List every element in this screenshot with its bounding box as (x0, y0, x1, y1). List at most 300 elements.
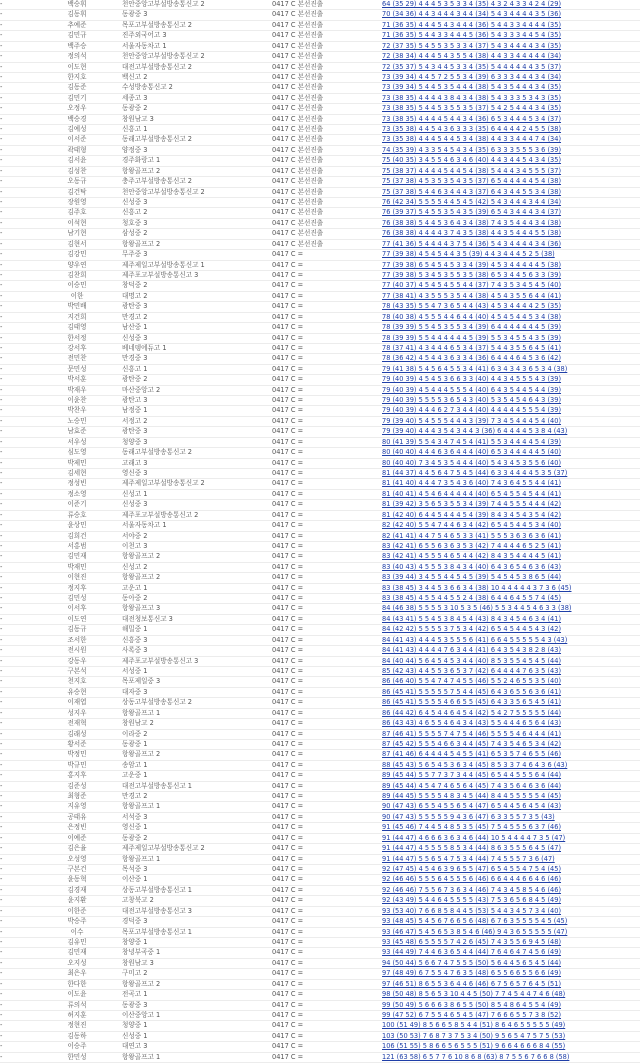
event-status: 0417 C 본선진출 (272, 229, 382, 239)
rank-cell: - (0, 552, 32, 562)
score-link[interactable]: 81 (40 41) 4 5 4 6 4 4 4 4 4 (40) 6 5 4 5 5 4 5 4 4 (41) (382, 489, 562, 498)
score-link[interactable]: 89 (44 45) 5 5 5 5 4 8 3 4 5 (44) 8 4 4 5 5 5 5 5 4 (45) (382, 792, 562, 801)
score-cell (382, 896, 640, 906)
event-status: 0417 C 본선진출 (272, 177, 382, 187)
score-cell (382, 489, 640, 499)
score-cell (382, 541, 640, 551)
table-row (0, 250, 640, 260)
table-row (0, 885, 640, 895)
score-cell (382, 865, 640, 875)
table-row (0, 552, 640, 562)
player-name: 이도현 (32, 62, 122, 72)
rank-cell: - (0, 458, 32, 468)
score-link[interactable]: 80 (40 40) 4 4 4 6 3 6 4 4 4 (40) 6 5 3 4 4 4 4 4 5 (40) (382, 448, 562, 457)
event-status: 0417 C 본선진출 (272, 239, 382, 249)
table-row (0, 541, 640, 551)
score-link[interactable]: 79 (40 39) 4 4 4 6 2 7 3 4 4 (40) 4 4 4 4 4 5 5 5 4 (39) (382, 406, 562, 415)
school-name: 신성중 3 (122, 500, 272, 510)
score-link[interactable]: 90 (47 43) 5 5 5 5 5 9 4 3 6 (47) 6 3 3 5 5 7 3 5 (43) (382, 812, 555, 821)
table-row (0, 1052, 640, 1062)
table-row (0, 333, 640, 343)
score-link[interactable]: 76 (38 38) 4 4 4 4 3 7 4 3 5 (38) 4 4 3 5 4 4 4 5 5 (38) (382, 229, 562, 238)
table-row (0, 0, 640, 10)
player-name: 구본건 (32, 865, 122, 875)
score-link[interactable]: 70 (34 36) 4 4 3 4 4 4 3 4 4 (34) 5 4 3 4 4 4 4 3 5 (36) (382, 10, 562, 19)
table-row (0, 72, 640, 82)
score-cell (382, 187, 640, 197)
player-name: 박찬우 (32, 406, 122, 416)
rank-cell: - (0, 323, 32, 333)
event-status: 0417 C = (272, 896, 382, 906)
player-name: 김동규 (32, 625, 122, 635)
score-link[interactable]: 72 (35 37) 5 4 3 4 4 5 3 3 4 (35) 5 4 4 4 4 4 4 3 5 (37) (382, 62, 562, 71)
table-row (0, 896, 640, 906)
event-status: 0417 C = (272, 969, 382, 979)
score-link[interactable]: 80 (40 40) 7 3 4 5 3 5 4 4 4 (40) 5 4 3 4 5 3 5 5 6 (40) (382, 458, 562, 467)
player-name: 전재혁 (32, 719, 122, 729)
score-link[interactable]: 73 (38 35) 4 4 4 4 5 4 4 3 4 (36) 6 5 3 4 4 4 5 3 4 (37) (382, 114, 562, 123)
score-cell (382, 104, 640, 114)
player-name: 김동휘 (32, 10, 122, 20)
rank-cell: - (0, 885, 32, 895)
score-link[interactable]: 97 (48 49) 6 7 5 5 4 7 6 3 5 (48) 6 5 5 6 6 5 5 6 6 (49) (382, 969, 562, 978)
table-row (0, 291, 640, 301)
player-name: 지유영 (32, 802, 122, 812)
score-cell (382, 885, 640, 895)
score-cell (382, 406, 640, 416)
player-name: 윤동혁 (32, 875, 122, 885)
rank-cell: - (0, 281, 32, 291)
score-link[interactable]: 78 (43 35) 5 5 4 7 3 6 5 4 4 (43) 4 5 3 4 4 4 4 2 5 (35) (382, 302, 562, 311)
score-link[interactable]: 76 (42 34) 5 5 5 5 4 4 5 4 5 (42) 5 4 3 4 4 4 3 4 4 (34) (382, 198, 562, 207)
player-name: 류승호 (32, 510, 122, 520)
rank-cell: - (0, 823, 32, 833)
player-name: 정소영 (32, 489, 122, 499)
score-link[interactable]: 78 (36 42) 4 5 4 4 3 6 3 3 4 (36) 6 4 4 4 6 4 5 3 6 (42) (382, 354, 562, 363)
score-link[interactable]: 92 (46 46) 7 5 5 6 7 3 6 3 4 (46) 7 4 3 4 5 8 5 4 6 (46) (382, 885, 562, 894)
school-name: 진주외국어고 3 (122, 31, 272, 41)
score-cell (382, 396, 640, 406)
table-row (0, 729, 640, 739)
table-row (0, 145, 640, 155)
score-link[interactable]: 73 (38 35) 5 4 4 5 3 5 5 3 5 (37) 5 4 2 5 4 4 4 3 4 (35) (382, 104, 562, 113)
event-status: 0417 C = (272, 1000, 382, 1010)
score-link[interactable]: 77 (39 38) 4 5 4 5 4 4 3 5 (39) 4 4 3 4 4 4 5 2 5 (38) (382, 250, 555, 259)
score-link[interactable]: 89 (45 44) 4 5 4 7 4 6 5 6 4 (45) 7 4 3 5 6 4 6 3 6 (44) (382, 781, 562, 790)
player-name: 김희건 (32, 531, 122, 541)
score-link[interactable]: 79 (39 40) 4 4 4 3 5 4 3 4 4 3 (36) 6 4 4 4 4 5 3 8 4 (43) (382, 427, 568, 436)
score-link[interactable]: 79 (39 40) 5 4 5 5 5 4 4 4 3 (39) 7 3 4 5 4 4 4 5 4 (40) (382, 416, 562, 425)
rank-cell: - (0, 385, 32, 395)
score-link[interactable]: 79 (40 39) 5 5 5 5 3 6 5 4 3 (40) 5 3 5 4 5 4 6 4 3 (39) (382, 396, 562, 405)
score-cell (382, 708, 640, 718)
rank-cell: - (0, 218, 32, 228)
table-row (0, 594, 640, 604)
score-link[interactable]: 81 (39 42) 3 5 6 5 3 5 5 3 4 (39) 7 4 4 5 5 5 4 4 4 (42) (382, 500, 562, 509)
rank-cell: - (0, 31, 32, 41)
event-status: 0417 C = (272, 250, 382, 260)
score-link[interactable]: 73 (35 38) 4 4 4 5 4 4 5 3 4 (38) 4 4 3 3 4 4 4 7 4 (34) (382, 135, 562, 144)
score-cell (382, 312, 640, 322)
score-link[interactable]: 74 (35 39) 4 3 3 5 4 5 4 3 4 (35) 6 3 3 3 5 5 5 3 6 (39) (382, 145, 562, 154)
score-link[interactable]: 87 (45 42) 5 5 5 4 6 6 3 4 4 (45) 7 4 3 5 4 6 5 3 4 (42) (382, 739, 562, 748)
score-cell (382, 1010, 640, 1020)
event-status: 0417 C = (272, 427, 382, 437)
score-link[interactable]: 75 (37 38) 5 4 4 6 3 4 4 4 3 (37) 6 4 3 4 4 5 5 3 4 (38) (382, 187, 562, 196)
table-row (0, 937, 640, 947)
school-name: 이산중앙고 1 (122, 1010, 272, 1020)
score-link[interactable]: 78 (37 41) 4 3 4 4 4 6 5 3 4 (37) 5 4 4 3 5 5 6 4 5 (41) (382, 343, 562, 352)
table-row (0, 208, 640, 218)
player-name: 김현서 (32, 239, 122, 249)
rank-cell: - (0, 990, 32, 1000)
player-name: 곽태형 (32, 145, 122, 155)
rank-cell: - (0, 500, 32, 510)
event-status: 0417 C = (272, 625, 382, 635)
score-link[interactable]: 98 (50 48) 8 5 6 5 3 10 4 4 5 (50) 7 7 4 5 4 4 7 4 6 (48) (382, 990, 566, 999)
rank-cell: - (0, 906, 32, 916)
score-link[interactable]: 99 (47 52) 6 7 5 5 4 6 5 4 5 (47) 7 6 6 6 5 5 7 3 8 (52) (382, 1010, 562, 1019)
rank-cell: - (0, 72, 32, 82)
rank-cell: - (0, 1021, 32, 1031)
table-row (0, 708, 640, 718)
score-cell (382, 771, 640, 781)
table-row (0, 187, 640, 197)
score-link[interactable]: 77 (40 37) 4 5 4 5 4 5 5 4 4 (37) 7 4 3 5 3 4 5 4 5 (40) (382, 281, 562, 290)
table-row (0, 677, 640, 687)
score-link[interactable]: 83 (39 44) 3 4 5 5 4 4 5 4 5 (39) 5 4 5 4 5 3 8 6 5 (44) (382, 573, 562, 582)
score-link[interactable]: 94 (50 44) 5 6 6 7 4 7 5 5 5 (50) 5 6 4 4 5 6 5 4 5 (44) (382, 958, 562, 967)
score-link[interactable]: 87 (46 41) 5 5 5 5 7 4 7 5 4 (46) 5 5 5 5 4 6 4 4 4 (41) (382, 729, 562, 738)
score-link[interactable]: 83 (42 41) 4 5 5 5 4 6 5 4 4 (42) 8 4 3 5 4 4 4 4 5 (41) (382, 552, 562, 561)
table-row (0, 396, 640, 406)
table-row (0, 270, 640, 280)
rank-cell: - (0, 865, 32, 875)
score-link[interactable]: 90 (47 43) 6 5 5 4 5 5 6 5 4 (47) 6 5 4 4 5 6 4 5 4 (43) (382, 802, 562, 811)
score-cell (382, 208, 640, 218)
rank-cell: - (0, 510, 32, 520)
player-name: 이서준 (32, 135, 122, 145)
event-status: 0417 C 본선진출 (272, 31, 382, 41)
table-row (0, 20, 640, 30)
event-status: 0417 C = (272, 833, 382, 843)
school-name: 고운중 1 (122, 771, 272, 781)
score-link[interactable]: 81 (42 40) 6 4 4 5 4 4 4 5 4 (39) 8 4 3 4 5 4 3 5 4 (42) (382, 510, 562, 519)
score-link[interactable]: 100 (51 49) 8 5 6 6 5 8 5 4 4 (51) 8 6 4 6 5 5 5 5 5 (49) (382, 1021, 566, 1030)
score-link[interactable]: 82 (42 40) 5 5 4 7 4 4 6 3 4 (42) 6 5 4 5 4 4 5 3 4 (40) (382, 521, 562, 530)
score-link[interactable]: 88 (45 43) 5 6 5 4 5 3 6 3 4 (45) 8 5 3 3 7 4 6 4 3 6 (43) (382, 760, 568, 769)
table-row (0, 875, 640, 885)
score-link[interactable]: 83 (38 45) 4 5 5 4 4 5 5 2 4 (38) 6 4 4 6 4 5 5 7 4 (45) (382, 594, 562, 603)
score-link[interactable]: 85 (42 43) 4 4 5 5 3 6 5 3 7 (42) 6 4 4 4 4 7 6 3 5 (43) (382, 667, 562, 675)
school-name: 항왕골프고 2 (122, 166, 272, 176)
table-row (0, 865, 640, 875)
score-link[interactable]: 79 (40 39) 4 5 4 4 4 5 5 5 4 (40) 6 4 3 5 4 4 5 4 4 (39) (382, 385, 562, 394)
score-link[interactable]: 99 (50 49) 5 6 6 6 3 8 6 5 5 (50) 8 5 4 8 6 4 5 5 4 (49) (382, 1000, 562, 1009)
score-link[interactable]: 75 (37 38) 4 5 3 5 3 5 4 3 5 (37) 6 5 4 4 4 4 4 5 4 (38) (382, 177, 562, 186)
score-link[interactable]: 75 (40 35) 3 4 5 5 4 6 3 4 6 (40) 4 4 3 4 4 5 4 3 4 (35) (382, 156, 562, 165)
rank-cell: - (0, 958, 32, 968)
score-link[interactable]: 77 (39 38) 5 3 4 5 3 5 5 3 5 (38) 6 5 3 4 4 5 6 3 3 (39) (382, 270, 562, 279)
rank-cell: - (0, 573, 32, 583)
rank-cell: - (0, 250, 32, 260)
score-cell (382, 510, 640, 520)
school-name: 대전고부설방송통신고 1 (122, 781, 272, 791)
school-name: 광탄중 2 (122, 375, 272, 385)
player-name: 구본석 (32, 667, 122, 677)
score-link[interactable]: 83 (40 43) 4 5 5 5 3 8 4 3 4 (40) 6 4 3 6 5 4 6 3 6 (43) (382, 562, 562, 571)
table-row (0, 521, 640, 531)
score-link[interactable]: 73 (35 38) 4 4 5 4 3 6 3 3 3 (35) 6 4 4 4 4 2 4 5 5 (38) (382, 125, 562, 134)
score-link[interactable]: 121 (63 58) 6 5 7 7 6 10 8 6 8 (63) 8 7 5 5 6 7 6 6 8 (58) (382, 1052, 570, 1061)
score-link[interactable]: 87 (41 46) 6 4 4 4 4 5 4 5 5 (41) 6 5 3 5 7 4 6 5 5 (46) (382, 750, 562, 759)
rank-cell: - (0, 93, 32, 103)
event-status: 0417 C = (272, 604, 382, 614)
school-name: 이산중 1 (122, 875, 272, 885)
score-link[interactable]: 91 (44 47) 4 5 5 5 5 8 5 3 4 (44) 8 6 3 5 5 5 6 4 5 (47) (382, 844, 562, 853)
score-link[interactable]: 93 (46 47) 5 4 5 6 5 3 8 5 4 6 (46) 9 4 3 6 5 5 5 5 5 (47) (382, 927, 568, 936)
score-link[interactable]: 91 (44 47) 5 5 6 5 4 7 5 3 4 (44) 7 4 5 5 5 7 3 6 (47) (382, 854, 555, 863)
score-link[interactable]: 79 (40 39) 4 5 4 5 3 6 6 3 3 (40) 4 4 3 4 5 5 5 4 3 (39) (382, 375, 562, 384)
player-name: 김강민 (32, 250, 122, 260)
event-status: 0417 C = (272, 458, 382, 468)
table-row (0, 917, 640, 927)
event-status: 0417 C = (272, 927, 382, 937)
score-cell (382, 145, 640, 155)
player-name: 김민재 (32, 552, 122, 562)
player-name: 이도연 (32, 614, 122, 624)
score-link[interactable]: 75 (38 37) 4 4 4 4 5 4 4 5 4 (38) 5 4 4 4 3 4 5 5 5 (37) (382, 166, 562, 175)
score-cell (382, 343, 640, 353)
school-name: 상동고부설방송통신고 2 (122, 698, 272, 708)
score-link[interactable]: 78 (39 39) 5 5 4 4 4 4 4 4 5 (39) 5 5 3 4 5 5 4 3 5 (39) (382, 333, 562, 342)
table-row (0, 1042, 640, 1052)
event-status: 0417 C = (272, 323, 382, 333)
event-status: 0417 C = (272, 354, 382, 364)
rank-cell: - (0, 687, 32, 697)
score-link[interactable]: 78 (40 38) 4 5 5 5 4 4 6 4 4 (40) 4 5 4 5 4 4 5 3 4 (38) (382, 312, 562, 321)
score-link[interactable]: 84 (43 41) 5 5 4 5 3 8 4 5 4 (43) 8 4 3 4 5 4 6 3 4 (41) (382, 614, 562, 623)
score-link[interactable]: 97 (46 51) 8 6 5 5 3 6 4 4 6 (46) 6 7 5 6 5 7 6 4 5 (51) (382, 979, 562, 988)
score-cell (382, 166, 640, 176)
school-name: 청양중 3 (122, 437, 272, 447)
school-name: 이천고 3 (122, 541, 272, 551)
score-cell (382, 875, 640, 885)
rank-cell: - (0, 667, 32, 677)
score-link[interactable]: 83 (42 41) 6 5 5 6 3 6 3 5 3 (42) 7 4 4 4 4 6 5 2 5 (41) (382, 541, 562, 550)
score-link[interactable]: 83 (38 45) 3 4 4 5 3 6 6 3 4 (38) 10 4 4 4 4 4 3 7 3 6 (45) (382, 583, 572, 592)
score-link[interactable]: 86 (45 41) 5 5 5 5 4 6 6 5 5 (45) 6 4 3 3 5 6 5 4 5 (41) (382, 698, 562, 707)
score-link[interactable]: 73 (39 34) 5 4 4 5 3 5 4 4 4 (38) 5 4 3 5 4 4 4 3 4 (35) (382, 83, 562, 92)
score-link[interactable]: 84 (40 44) 5 6 4 5 4 5 3 4 4 (40) 8 5 3 5 5 4 5 4 5 (44) (382, 656, 562, 665)
event-status: 0417 C = (272, 875, 382, 885)
score-link[interactable]: 71 (36 35) 5 4 4 3 3 4 4 4 5 (36) 5 4 3 3 3 4 4 5 4 (35) (382, 31, 562, 40)
score-link[interactable]: 76 (38 38) 5 4 4 5 3 6 4 3 4 (38) 7 4 3 5 4 4 4 3 4 (38) (382, 218, 562, 227)
school-name: 광탄중 3 (122, 427, 272, 437)
player-name: 이현진 (32, 573, 122, 583)
score-link[interactable]: 81 (44 37) 4 4 5 6 4 7 5 4 5 (44) 6 3 3 4 4 4 4 5 3 5 (37) (382, 468, 568, 477)
score-cell (382, 531, 640, 541)
event-status: 0417 C = (272, 885, 382, 895)
rank-cell: - (0, 437, 32, 447)
school-name: 삼성중 2 (122, 229, 272, 239)
school-name: 천안중앙고부설방송통신고 2 (122, 187, 272, 197)
player-name: 김경재 (32, 885, 122, 895)
event-status: 0417 C 본선진출 (272, 166, 382, 176)
score-link[interactable]: 92 (47 45) 4 5 4 6 3 9 6 5 5 (47) 6 5 4 5 5 4 7 5 4 (45) (382, 865, 562, 874)
score-cell (382, 270, 640, 280)
score-link[interactable]: 86 (44 42) 6 4 5 4 4 6 4 5 4 (42) 5 4 2 7 5 5 5 5 5 (44) (382, 708, 562, 717)
score-link[interactable]: 72 (37 35) 5 4 5 5 3 5 3 3 4 (37) 5 4 3 4 4 4 4 3 4 (35) (382, 41, 562, 50)
player-name: 오성영 (32, 854, 122, 864)
score-link[interactable]: 77 (39 38) 6 5 4 5 4 5 3 3 4 (39) 4 5 3 4 4 4 4 4 5 (38) (382, 260, 562, 269)
score-cell (382, 135, 640, 145)
event-status: 0417 C 본선진출 (272, 0, 382, 10)
score-link[interactable]: 84 (42 42) 5 5 5 5 3 7 5 3 4 (42) 6 5 4 5 4 4 5 4 3 (42) (382, 625, 562, 634)
player-name: 이재엽 (32, 698, 122, 708)
score-link[interactable]: 86 (43 43) 4 6 5 5 4 6 4 3 4 (43) 5 5 4 4 4 6 5 6 4 (43) (382, 719, 562, 728)
score-link[interactable]: 91 (44 47) 4 6 6 6 3 6 3 4 6 (44) 10 5 4 4 4 4 7 3 5 (47) (382, 833, 566, 842)
score-cell (382, 218, 640, 228)
score-link[interactable]: 77 (38 41) 4 3 5 5 5 3 5 4 4 (38) 4 5 4 3 5 5 6 4 4 (41) (382, 291, 562, 300)
score-cell (382, 62, 640, 72)
score-link[interactable]: 73 (39 34) 4 4 5 7 2 5 5 3 4 (39) 6 3 3 3 4 4 4 3 4 (34) (382, 72, 562, 81)
table-row (0, 927, 640, 937)
school-name: 고래고 3 (122, 458, 272, 468)
score-cell (382, 906, 640, 916)
player-name: 은정빈 (32, 823, 122, 833)
event-status: 0417 C = (272, 1021, 382, 1031)
score-link[interactable]: 73 (38 35) 4 4 4 4 3 8 4 3 4 (38) 5 4 3 3 3 5 3 4 3 (35) (382, 93, 562, 102)
rank-cell: - (0, 979, 32, 989)
score-link[interactable]: 80 (41 39) 5 5 4 3 4 7 4 5 4 (41) 5 5 3 4 4 4 4 5 4 (39) (382, 437, 562, 446)
score-link[interactable]: 79 (41 38) 5 4 5 6 4 5 5 3 4 (41) 6 3 4 3 4 3 6 5 3 4 (38) (382, 364, 568, 373)
score-link[interactable]: 103 (50 53) 7 6 8 7 3 7 5 3 4 (50) 9 5 6 5 4 7 5 7 5 (53) (382, 1031, 566, 1040)
score-link[interactable]: 84 (46 38) 5 5 5 5 3 10 5 3 5 (46) 5 5 3 4 4 5 4 6 3 3 (38) (382, 604, 572, 613)
school-name: 항왕골프고 2 (122, 239, 272, 249)
score-link[interactable]: 89 (45 44) 5 5 7 7 3 7 3 4 4 (45) 6 5 4 4 5 5 5 6 4 (44) (382, 771, 562, 780)
event-status: 0417 C = (272, 385, 382, 395)
score-link[interactable]: 72 (38 34) 4 4 4 5 4 3 5 5 4 (38) 4 4 3 3 4 4 4 4 4 (34) (382, 52, 562, 61)
event-status: 0417 C = (272, 364, 382, 374)
school-name: 구미고 2 (122, 969, 272, 979)
score-link[interactable]: 77 (41 36) 5 4 4 4 4 3 7 5 4 (36) 5 4 3 4 4 4 4 3 4 (36) (382, 239, 562, 248)
rank-cell: - (0, 1052, 32, 1062)
score-cell (382, 468, 640, 478)
player-name: 이승주 (32, 1042, 122, 1052)
score-cell (382, 0, 640, 10)
player-name: 김성찬 (32, 166, 122, 176)
school-name: 항왕골프고 1 (122, 1052, 272, 1062)
table-row (0, 198, 640, 208)
school-name: 신흥고 1 (122, 364, 272, 374)
score-link[interactable]: 91 (45 46) 7 4 4 5 4 8 5 3 5 (45) 7 5 4 5 5 5 6 3 7 (46) (382, 823, 562, 832)
player-name: 이한 (32, 291, 122, 301)
rank-cell: - (0, 677, 32, 687)
table-row (0, 406, 640, 416)
score-cell (382, 72, 640, 82)
table-row (0, 833, 640, 843)
score-link[interactable]: 71 (36 35) 4 4 4 5 4 3 4 4 4 (36) 5 4 4 3 3 4 4 4 4 (35) (382, 20, 562, 29)
score-cell (382, 427, 640, 437)
score-link[interactable]: 84 (41 43) 4 4 4 4 7 6 3 4 4 (41) 6 4 3 5 4 3 8 2 8 (43) (382, 646, 562, 655)
score-link[interactable]: 78 (39 39) 5 5 4 5 3 5 5 3 4 (39) 6 4 4 4 4 4 4 4 5 (39) (382, 323, 562, 332)
rank-cell: - (0, 312, 32, 322)
score-link[interactable]: 76 (39 37) 5 4 5 5 3 5 4 3 5 (39) 6 5 4 3 4 4 4 3 4 (37) (382, 208, 562, 217)
player-name: 김준성 (32, 781, 122, 791)
table-row (0, 93, 640, 103)
score-link[interactable]: 93 (45 48) 6 5 5 5 5 7 4 2 6 (45) 7 4 3 5 5 6 9 4 5 (48) (382, 937, 562, 946)
player-name: 박승주 (32, 917, 122, 927)
table-row (0, 1000, 640, 1010)
player-name: 서우성 (32, 437, 122, 447)
score-cell (382, 917, 640, 927)
player-name: 오지성 (32, 958, 122, 968)
school-name: 제주제일고부설방송통신고 1 (122, 260, 272, 270)
player-name: 황서준 (32, 739, 122, 749)
score-link[interactable]: 92 (43 49) 5 4 4 6 4 5 5 5 5 (43) 7 5 3 6 5 6 8 4 5 (49) (382, 896, 562, 905)
rank-cell: - (0, 844, 32, 854)
score-cell (382, 1052, 640, 1062)
school-name: 해밀중 1 (122, 625, 272, 635)
player-name: 김민성 (32, 594, 122, 604)
player-name: 윤지환 (32, 896, 122, 906)
score-cell (382, 31, 640, 41)
score-link[interactable]: 82 (41 41) 4 4 7 5 4 6 5 3 3 (41) 5 5 5 3 6 3 6 3 6 (41) (382, 531, 562, 540)
score-link[interactable]: 92 (46 46) 5 5 5 6 4 5 5 5 6 (46) 6 6 4 4 4 6 6 4 6 (46) (382, 875, 562, 884)
score-link[interactable]: 93 (48 45) 5 4 5 6 7 6 6 5 6 (48) 6 7 6 3 5 5 5 5 4 5 (45) (382, 917, 568, 926)
rank-cell: - (0, 41, 32, 51)
score-cell (382, 937, 640, 947)
event-status: 0417 C = (272, 510, 382, 520)
rank-cell: - (0, 781, 32, 791)
score-link[interactable]: 81 (41 40) 4 4 4 7 3 5 4 3 6 (40) 7 4 3 6 4 5 5 4 4 (41) (382, 479, 562, 488)
score-link[interactable]: 93 (53 40) 7 6 6 8 5 8 4 4 5 (53) 5 4 4 3 4 5 7 3 4 (40) (382, 906, 562, 915)
event-status: 0417 C = (272, 1052, 382, 1062)
score-cell (382, 594, 640, 604)
score-link[interactable]: 86 (45 41) 5 5 5 5 5 7 5 4 4 (45) 6 4 3 6 5 5 6 3 6 (41) (382, 687, 562, 696)
score-link[interactable]: 86 (46 40) 5 5 4 7 4 7 4 5 5 (46) 5 5 2 4 6 5 5 3 5 (40) (382, 677, 562, 686)
school-name: 창양중 1 (122, 937, 272, 947)
score-cell (382, 125, 640, 135)
rank-cell: - (0, 62, 32, 72)
school-name: 제주제일고부설방송통신고 2 (122, 844, 272, 854)
score-cell (382, 93, 640, 103)
event-status: 0417 C = (272, 468, 382, 478)
score-cell (382, 719, 640, 729)
score-cell (382, 1000, 640, 1010)
table-row (0, 614, 640, 624)
school-name: 대전고부설방송통신고 2 (122, 62, 272, 72)
event-status: 0417 C = (272, 583, 382, 593)
school-name: 동래고부설방송통신고 2 (122, 448, 272, 458)
event-status: 0417 C 본선진출 (272, 72, 382, 82)
score-link[interactable]: 64 (35 29) 4 4 4 5 3 5 3 3 4 (35) 4 3 2 4 3 3 4 2 4 (29) (382, 0, 562, 8)
school-name: 항왕골프고 2 (122, 979, 272, 989)
score-link[interactable]: 93 (44 49) 7 4 4 6 3 6 5 4 4 (44) 7 6 4 6 4 7 4 5 6 (49) (382, 948, 562, 957)
score-link[interactable]: 84 (41 43) 4 4 4 5 3 5 5 5 6 (41) 6 6 4 5 5 5 5 5 4 3 (43) (382, 635, 568, 644)
event-status: 0417 C = (272, 1031, 382, 1041)
player-name: 홍지후 (32, 771, 122, 781)
table-row (0, 583, 640, 593)
event-status: 0417 C 본선진출 (272, 10, 382, 20)
event-status: 0417 C = (272, 1042, 382, 1052)
score-link[interactable]: 106 (51 55) 5 8 6 6 5 6 5 5 5 (51) 9 6 6 4 6 6 6 8 4 (55) (382, 1042, 566, 1051)
rank-cell: - (0, 114, 32, 124)
rank-cell: - (0, 771, 32, 781)
score-cell (382, 333, 640, 343)
school-name: 서성중 1 (122, 667, 272, 677)
